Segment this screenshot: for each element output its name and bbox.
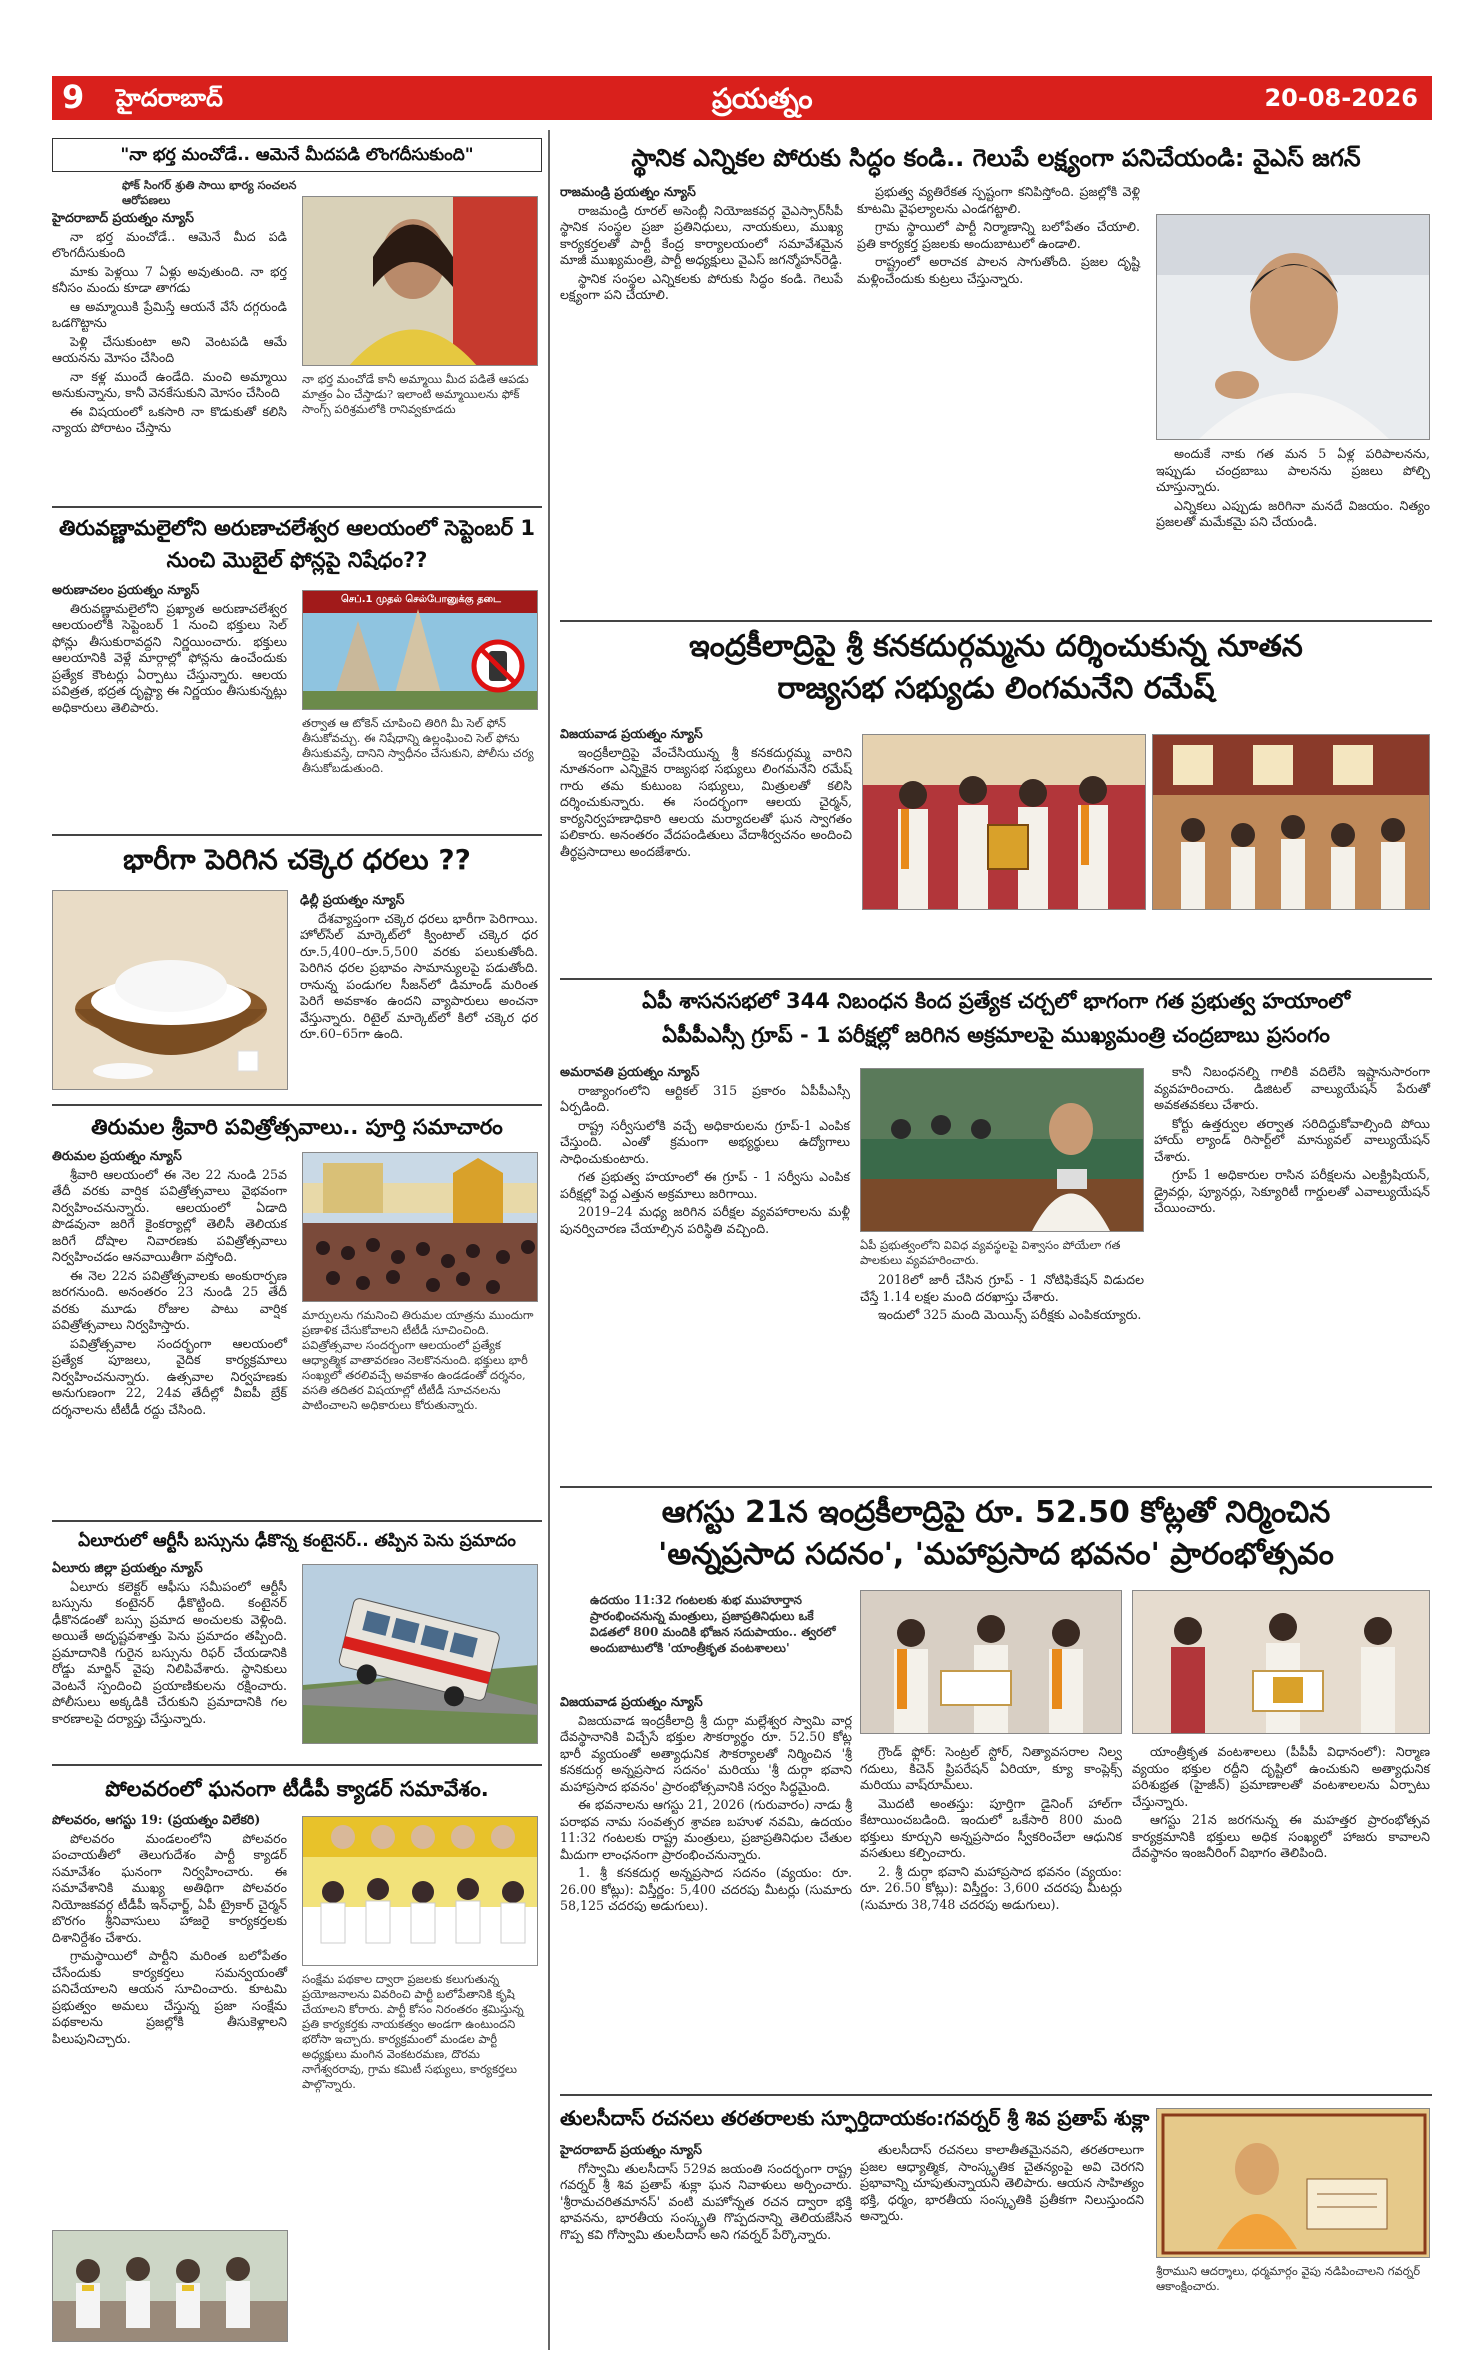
divider bbox=[560, 978, 1432, 980]
dateline: ఏలూరు జిల్లా ప్రయత్నం న్యూస్ bbox=[52, 1560, 203, 1575]
paragraph: పెళ్లి చేసుకుంటా అని వెంటపడి ఆమే ఆయనను మోసం చేసింది bbox=[52, 333, 287, 365]
paragraph: ఈ నెల 22న పవిత్రోత్సవాలకు అంకురార్పణ జరగనుంది. అనంతరం 23 నుండి 25 తేదీ వరకు మూడు రోజుల పాటు వార్షిక పవిత్రోత్సవాలు నిర్వహిస్తారు. bbox=[52, 1267, 287, 1332]
column-separator bbox=[548, 130, 550, 2350]
paragraph: తులసీదాస్ రచనలు కాలాతీతమైనవని, తరతరాలుగా ప్రజల ఆధ్యాత్మిక, సాంస్కృతిక చైతన్యంపై అవి చెరగని ప్రభావాన్ని చూపుతున్నాయని తెలిపారు. ఆయన సాహిత్యం భక్తి, ధర్మం, భారతీయ సంస్కృతికి ప్రతీకగా నిలుస్తుందని అన్నారు. bbox=[860, 2142, 1144, 2223]
paragraph: యాంత్రీకృత వంటశాలలు (పీపీపీ విధానంలో): నిర్మాణ వ్యయం భక్తుల రద్దీని దృష్టిలో ఉంచుకుని అత్యాధునిక పరిశుభ్రత (హైజీన్) ప్రమాణాలతో వంటశాలలను ఏర్పాటు చేస్తున్నారు. bbox=[1132, 1744, 1430, 1809]
dateline: ఢిల్లీ ప్రయత్నం న్యూస్ bbox=[300, 892, 405, 907]
story-body bbox=[560, 184, 1140, 604]
story-eluru-accident bbox=[52, 1526, 542, 1762]
photo-caption: సంక్షేమ పథకాల ద్వారా ప్రజలకు కలుగుతున్న ప్రయోజనాలను వివరించి పార్టీ బలోపేతానికి కృషి చేయాలని కోరారు. పార్టీ కోసం నిరంతరం శ్రమిస్తున్న ప్రతి కార్యకర్తకు నాయకత్వం అండగా ఉంటుందని భరోసా ఇచ్చారు. కార్యక్రమంలో మండల పార్టీ అధ్యక్షులు మంగిన వెంకటరమణ, దొరమ నాగేశ్వరరావు, గ్రామ కమిటీ సభ్యులు, కార్యకర్తలు పాల్గొన్నారు. bbox=[302, 1972, 524, 2091]
headline: స్థానిక ఎన్నికల పోరుకు సిద్ధం కండి.. గెలుపే లక్ష్యంగా పనిచేయండి: వైఎస్ జగన్ bbox=[631, 144, 1361, 172]
story-polavaram bbox=[52, 1770, 542, 2350]
paragraph: ఈ భవనాలను ఆగస్టు 21, 2026 (గురువారం) నాడు శ్రీ పరాభవ నామ సంవత్సర శ్రావణ బహుళ నవమి, ఉదయం 11:32 గంటలకు రాష్ట్ర మంత్రులు, ప్రజాప్రతినిధుల చేతుల మీదుగా లాంఛనంగా ప్రారంభించనున్నారు. bbox=[560, 1797, 852, 1862]
divider bbox=[560, 1486, 1432, 1488]
paragraph: ఎన్నికలు ఎప్పుడు జరిగినా మనదే విజయం. నిత్యం ప్రజలతో మమేకమై పని చేయండి. bbox=[1156, 497, 1430, 529]
photo-caption: తర్వాత ఆ టోకెన్ చూపించి తిరిగి మీ సెల్ ఫోన్ తీసుకోవచ్చు. ఈ నిషేధాన్ని ఉల్లంఘించి సెల్ ఫోను తీసుకువస్తే, దానిని స్వాధీనం చేసుకుని, పోలీసు చర్య తీసుకోబడుతుంది. bbox=[302, 716, 534, 775]
story-tiruvannamalai bbox=[52, 512, 542, 832]
story-annaprasada bbox=[560, 1492, 1432, 2092]
story-lingamaneni bbox=[560, 626, 1432, 976]
paragraph: రాష్ట్ర సర్వీసులోకి వచ్చే అధికారులను గ్రూప్-1 ఎంపిక చేస్తుంది. ఎంతో క్రమంగా అభ్యర్థులు ఉద్యోగాలు సాధించుకుంటారు. bbox=[560, 1117, 850, 1166]
paragraph: పోలవరం మండలంలోని పోలవరం పంచాయతీలో తెలుగుదేశం పార్టీ క్యాడర్ సమావేశం ఘనంగా నిర్వహించారు. ఈ సమావేశానికి ముఖ్య అతిథిగా పోలవరం నియోజకవర్గ టీడీపీ ఇన్‌ఛార్జ్, ఏపీ ట్రైకార్ చైర్మన్ బొరగం శ్రీనివాసులు హాజరై కార్యకర్తలకు దిశానిర్దేశం చేశారు. bbox=[52, 1830, 287, 1945]
paragraph: ఈ విషయంలో ఒకసారి నా కొడుకుతో కలిసి న్యాయ పోరాటం చేస్తాను bbox=[52, 403, 287, 435]
story-body bbox=[52, 1812, 287, 2047]
paragraph: నా భర్త మంచోడే.. ఆమెనే మీద పడి లొంగదీసుకుంది bbox=[52, 228, 287, 260]
story-body-col1 bbox=[560, 2142, 852, 2245]
headline-line-2: ఏపీపీఎస్సీ గ్రూప్ - 1 పరీక్షల్లో జరిగిన అక్రమాలపై ముఖ్యమంత్రి చంద్రబాబు ప్రసంగం bbox=[662, 1023, 1330, 1047]
dateline: అరుణాచలం ప్రయత్నం న్యూస్ bbox=[52, 582, 200, 597]
paragraph: గత ప్రభుత్వ హయాంలో ఈ గ్రూప్ - 1 సర్వీసు ఎంపిక పరీక్షల్లో పెద్ద ఎత్తున అక్రమాలు జరిగాయి. bbox=[560, 1169, 850, 1201]
story-singer-wife bbox=[52, 138, 542, 508]
masthead-bar bbox=[52, 76, 1432, 120]
jagan-portrait-photo bbox=[1156, 214, 1430, 440]
story-body-col2 bbox=[860, 1744, 1122, 1915]
annaprasada-photo-2 bbox=[1132, 1590, 1430, 1734]
photo-caption: మార్పులను గమనించి తిరుమల యాత్రను ముందుగా ప్రణాళిక చేసుకోవాలని టీటీడీ సూచించింది. పవిత్రోత్సవాల సందర్భంగా ఆలయంలో ప్రత్యేక ఆధ్యాత్మిక వాతావరణం నెలకొననుంది. భక్తులు భారీ సంఖ్యలో తరలివచ్చే అవకాశం ఉండడంతో దర్శనం, వసతి తదితర విషయాల్లో టీటీడీ సూచనలను పాటించాలని అధికారులు కోరుతున్నారు. bbox=[302, 1308, 534, 1412]
paragraph: 2018లో జారీ చేసిన గ్రూప్ - 1 నోటిఫికేషన్ విడుదల చేస్తే 1.14 లక్షల మంది దరఖాస్తు చేశారు. bbox=[860, 1272, 1144, 1304]
dateline: విజయవాడ ప్రయత్నం న్యూస్ bbox=[560, 726, 703, 741]
paragraph: నా కళ్ల ముందే ఉండేది. మంచి అమ్మాయి అనుకున్నాను, కానీ వెనకేసుకుని మోసం చేసింది bbox=[52, 368, 287, 400]
paragraph: ఏలూరు కలెక్టర్ ఆఫీసు సమీపంలో ఆర్టీసీ బస్సును కంటైనర్ ఢీకొట్టింది. కంటైనర్ ఢీకొనడంతో బస్సు ప్రమాద అంచులకు వెళ్లింది. అయితే అదృష్టవశాత్తు పెను ప్రమాదం తప్పింది. ప్రమాదానికి గురైన బస్సును రిఫర్ చేయడానికి రోడ్డు మార్జిన్ వైపు నిలిపివేశారు. స్థానికులు వెంటనే స్పందించి ప్రయాణికులను రక్షించారు. పోలీసులు అక్కడికి చేరుకుని ప్రమాదానికి గల కారణాలపై దర్యాప్తు చేస్తున్నారు. bbox=[52, 1578, 287, 1726]
divider bbox=[560, 2094, 1432, 2096]
paragraph: గ్రామ స్థాయిలో పార్టీ నిర్మాణాన్ని బలోపేతం చేయాలి. ప్రతి కార్యకర్త ప్రజలకు అందుబాటులో ఉండాలి. bbox=[857, 219, 1140, 251]
bus-accident-photo bbox=[302, 1564, 538, 1744]
photo-banner-text: செப்.1 முதல் செல்போனுக்கு தடை bbox=[340, 594, 502, 605]
paragraph: ఆ అమ్మాయికి ప్రేమిస్తే ఆయనే వేసే దగ్గరుండి ఒడగొట్టాను bbox=[52, 298, 287, 330]
paragraph: ఇందులో 325 మంది మెయిన్స్ పరీక్షకు ఎంపికయ్యారు. bbox=[878, 1307, 1142, 1322]
paragraph: ఇంద్రకీలాద్రిపై వేంచేసియున్న శ్రీ కనకదుర్గమ్మ వారిని నూతనంగా ఎన్నికైన రాజ్యసభ సభ్యులు లింగమనేని రమేష్ గారు తమ కుటుంబ సభ్యులు, మిత్రులతో కలిసి దర్శించుకున్నారు. ఈ సందర్భంగా ఆలయ చైర్మన్, కార్యనిర్వహణాధికారి ఆలయ మర్యాదలతో ఘన స్వాగతం పలికారు. అనంతరం వేదపండితులు వేదాశీర్వచనం అందించి తీర్థప్రసాదాలు అందజేశారు. bbox=[560, 744, 852, 859]
photo-caption: ఏపీ ప్రభుత్వంలోని వివిధ వ్యవస్థలపై విశ్వాసం పోయేలా గత పాలకులు వ్యవహరించారు. bbox=[860, 1238, 1121, 1267]
headline-line-1: ఆగస్టు 21న ఇంద్రకీలాద్రిపై రూ. 52.50 కోట్లతో నిర్మించిన bbox=[661, 1495, 1331, 1530]
paragraph: కానీ నిబంధనల్ని గాలికి వదిలేసి ఇష్టానుసారంగా వ్యవహరించారు. డిజిటల్ వాల్యుయేషన్ పేరుతో అవకతవకలు చేశారు. bbox=[1154, 1064, 1430, 1112]
story-body bbox=[52, 210, 287, 437]
summary-kicker: ఉదయం 11:32 గంటలకు శుభ ముహూర్తాన ప్రారంభించనున్న మంత్రులు, ప్రజాప్రతినిధులు ఒకే విడతలో 800 మందికి భోజన సదుపాయం.. త్వరలో అందుబాటులోకి 'యాంత్రీకృత వంటశాలలు' bbox=[590, 1593, 836, 1655]
edition-date: 20-08-2026 bbox=[1264, 84, 1418, 112]
paragraph: గ్రౌండ్ ఫ్లోర్: సెంట్రల్ స్టోర్, నిత్యావసరాల నిల్వ గదులు, కిచెన్ ప్రిపరేషన్ ఏరియా, క్యూ కాంప్లెక్స్ మరియు వాష్‌రూమ్‌లు. bbox=[860, 1744, 1122, 1792]
page-number: 9 bbox=[62, 78, 85, 116]
tdp-leaders-photo bbox=[52, 2230, 288, 2342]
paragraph: ఆగస్టు 21న జరగనున్న ఈ మహత్తర ప్రారంభోత్సవ కార్యక్రమానికి భక్తులు అధిక సంఖ్యలో హాజరు కావాలని దేవస్థానం ఇంజనీరింగ్ విభాగం తెలిపింది. bbox=[1132, 1812, 1430, 1860]
annaprasada-photo-1 bbox=[860, 1590, 1122, 1734]
paragraph: తిరువణ్ణామలైలోని ప్రఖ్యాత అరుణాచలేశ్వర ఆలయంలోకి సెప్టెంబర్ 1 నుంచి భక్తులు సెల్ ఫోన్లు తీసుకురావద్దని నిర్ణయించారు. భక్తులు ఆలయానికి వెళ్లే మార్గాల్లో ఫోన్లను ఉంచేందుకు ప్రత్యేక కౌంటర్లు ఏర్పాటు చేస్తున్నారు. ఆలయ పవిత్రత, భద్రత దృష్ట్యా ఈ నిర్ణయం తీసుకున్నట్లు అధికారులు తెలిపారు. bbox=[52, 600, 287, 715]
temple-visit-photo-2 bbox=[1152, 734, 1430, 910]
dateline: రాజమండ్రి ప్రయత్నం న్యూస్ bbox=[560, 184, 696, 199]
story-body-col3 bbox=[1154, 1064, 1430, 1219]
divider bbox=[52, 1104, 542, 1106]
headline: పోలవరంలో ఘనంగా టీడీపీ క్యాడర్ సమావేశం. bbox=[105, 1777, 489, 1801]
paragraph: దేశవ్యాప్తంగా చక్కెర ధరలు భారీగా పెరిగాయి. హోల్‌సేల్ మార్కెట్‌లో క్వింటాల్ చక్కెర ధర రూ.5,400–రూ.5,500 వరకు పలుకుతోంది. పెరిగిన ధరల ప్రభావం సామాన్యులపై పడుతోంది. రానున్న పండుగల సీజన్‌లో డిమాండ్ మరింత పెరిగే అవకాశం ఉందని వ్యాపారులు అంచనా వేస్తున్నారు. రిటైల్ మార్కెట్‌లో కిలో చక్కెర ధర రూ.60–65గా ఉంది. bbox=[300, 910, 538, 1041]
paragraph: స్థానిక సంస్థల ఎన్నికలకు పోరుకు సిద్ధం కండి. గెలుపే లక్ష్యంగా పని చేయాలి. bbox=[560, 270, 843, 302]
paragraph: ప్రభుత్వ వ్యతిరేకత స్పష్టంగా కనిపిస్తోంది. ప్రజల్లోకి వెళ్లి కూటమి వైఫల్యాలను ఎండగట్టాలి. bbox=[857, 184, 1140, 216]
story-body bbox=[52, 1560, 287, 1727]
paragraph: 1. శ్రీ కనకదుర్గ అన్నప్రసాద సదనం (వ్యయం: రూ. 26.00 కోట్లు): విస్తీర్ణం: 5,400 చదరపు మీటర్లు (సుమారు 58,125 చదరపు అడుగులు). bbox=[560, 1865, 852, 1913]
headline: "నా భర్త మంచోడే.. ఆమెనే మీదపడి లొంగదీసుకుంది" bbox=[52, 138, 542, 172]
headline-line-1: ఇంద్రకీలాద్రిపై శ్రీ కనకదుర్గమ్మను దర్శించుకున్న నూతన bbox=[689, 629, 1303, 664]
paragraph: మాకు పెళ్లయి 7 ఏళ్లు అవుతుంది. నా భర్త కనీసం మందు కూడా తాగడు bbox=[52, 263, 287, 295]
divider bbox=[52, 1764, 542, 1766]
dateline: హైదరాబాద్ ప్రయత్నం న్యూస్ bbox=[560, 2142, 702, 2157]
paragraph: పవిత్రోత్సవాల సందర్భంగా ఆలయంలో ప్రత్యేక పూజలు, వైదిక కార్యక్రమాలు నిర్వహించనున్నారు. ఉత్సవాల నిర్వహణకు అనుగుణంగా 22, 24వ తేదీల్లో వీఐపీ బ్రేక్ దర్శనాలను టీటీడీ రద్దు చేసింది. bbox=[52, 1335, 287, 1417]
story-body bbox=[560, 1064, 850, 1239]
dateline: తిరుమల ప్రయత్నం న్యూస్ bbox=[52, 1148, 182, 1163]
photo-caption: నా భర్త మంచోడే కానీ అమ్మాయి మీద పడితే ఆపడు మాత్రం ఏం చేస్తాడు? ఇలాంటి అమ్మాయిలను ఫోక్ సాంగ్స్ పరిశ్రమలోకి రానివ్వకూడదు bbox=[302, 372, 529, 416]
paragraph: గ్రూప్ 1 అధికారుల రాసిన పరీక్షలను ఎలక్ట్రిషియన్, డ్రైవర్లు, ప్యూనర్లు, సెక్యూరిటీ గార్డులతో ఎవాల్యుయేషన్ చేయించారు. bbox=[1154, 1167, 1430, 1215]
kicker: ఫోక్ సింగర్ శ్రుతి సాయి భార్య సంచలన ఆరోపణలు bbox=[122, 178, 297, 207]
story-body bbox=[560, 726, 852, 862]
singer-wife-photo bbox=[302, 196, 538, 366]
divider bbox=[52, 834, 542, 836]
story-body bbox=[52, 1148, 287, 1418]
dateline: అమరావతి ప్రయత్నం న్యూస్ bbox=[560, 1064, 700, 1079]
paragraph: గ్రామస్థాయిలో పార్టీని మరింత బలోపేతం చేసేందుకు కార్యకర్తలు సమన్వయంతో పనిచేయాలని ఆయన సూచించారు. కూటమి ప్రభుత్వం అమలు చేస్తున్న ప్రజా సంక్షేమ పథకాలను ప్రజల్లోకి తీసుకెళ్లాలని పిలుపునిచ్చారు. bbox=[52, 1948, 287, 2046]
tirumala-procession-photo bbox=[302, 1152, 538, 1302]
sugar-bowl-photo bbox=[52, 890, 288, 1090]
assembly-cm-photo bbox=[860, 1068, 1144, 1232]
headline: భారీగా పెరిగిన చక్కెర ధరలు ?? bbox=[123, 843, 471, 876]
paragraph: రాష్ట్రంలో అరాచక పాలన సాగుతోంది. ప్రజల దృష్టి మళ్లించేందుకు కుట్రలు చేస్తున్నారు. bbox=[857, 254, 1140, 286]
story-assembly-group1 bbox=[560, 984, 1432, 1484]
photo-caption: శ్రీరాముని ఆదర్శాలు, ధర్మమార్గం వైపు నడిపించాలని గవర్నర్ ఆకాంక్షించారు. bbox=[1156, 2264, 1421, 2293]
paragraph: శ్రీవారి ఆలయంలో ఈ నెల 22 నుండి 25వ తేదీ వరకు వార్షిక పవిత్రోత్సవాలు వైభవంగా నిర్వహించనున్నారు. ఆలయంలో ఏడాది పొడవునా జరిగే కైంకర్యాల్లో తెలిసీ తెలియక జరిగే దోషాల నివారణకు పవిత్రోత్సవాలు నిర్వహించడం ఆనవాయితీగా వస్తోంది. bbox=[52, 1166, 287, 1264]
headline: తిరుమల శ్రీవారి పవిత్రోత్సవాలు.. పూర్తి సమాచారం bbox=[91, 1115, 503, 1139]
story-jagan bbox=[560, 138, 1432, 616]
paragraph: అందుకే నాకు గత మన 5 ఏళ్ల పరిపాలనను, ఇప్పుడు చంద్రబాబు పాలనను ప్రజలు పోల్చి చూస్తున్నారు. bbox=[1156, 446, 1430, 494]
temple-visit-photo-1 bbox=[862, 734, 1146, 910]
headline: ఏలూరులో ఆర్టీసీ బస్సును ఢీకొన్న కంటైనర్.. తప్పిన పెను ప్రమాదం bbox=[78, 1531, 516, 1551]
story-body-col2 bbox=[860, 2142, 1144, 2227]
story-tulasidas bbox=[560, 2100, 1432, 2350]
paragraph: కోర్టు ఉత్తర్వుల తర్వాత సరిదిద్దుకోవాల్సింది పోయి హాయ్ ల్యాండ్ రిసార్ట్‌లో మాన్యువల్ వాల్యుయేషన్ చేశారు. bbox=[1154, 1115, 1430, 1164]
paragraph: 2. శ్రీ దుర్గా భవాని మహాప్రసాద భవనం (వ్యయం: రూ. 26.50 కోట్లు): విస్తీర్ణం: 3,600 చదరపు మీటర్లు (సుమారు 38,748 చదరపు అడుగులు). bbox=[860, 1863, 1122, 1912]
story-body bbox=[52, 582, 287, 716]
story-sugar bbox=[52, 840, 542, 1102]
paragraph: రాజ్యాంగంలోని ఆర్టికల్ 315 ప్రకారం ఏపీపీఎస్సీ ఏర్పడింది. bbox=[560, 1082, 850, 1114]
edition-city: హైదరాబాద్ bbox=[116, 84, 223, 112]
headline-line-2: రాజ్యసభ సభ్యుడు లింగమనేని రమేష్ bbox=[777, 671, 1215, 706]
headline: తిరువణ్ణామలైలోని అరుణాచలేశ్వర ఆలయంలో సెప్టెంబర్ 1 నుంచి మొబైల్ ఫోన్లపై నిషేధం?? bbox=[58, 516, 536, 572]
dateline: హైదరాబాద్ ప్రయత్నం న్యూస్ bbox=[52, 210, 194, 225]
paragraph: విజయవాడ ఇంద్రకీలాద్రి శ్రీ దుర్గా మల్లేశ్వర స్వామి వార్ల దేవస్థానానికి విచ్చేసే భక్తుల సౌకర్యార్థం రూ. 52.50 కోట్ల భారీ వ్యయంతో అత్యాధునిక సౌకర్యాలతో నిర్మించిన 'శ్రీ కనకదుర్గ అన్నప్రసాద సదనం' మరియు 'శ్రీ దుర్గా భవాని మహాప్రసాద భవనం' ప్రారంభోత్సవానికి సర్వం సిద్ధమైంది. bbox=[560, 1712, 852, 1794]
tdp-meeting-photo bbox=[302, 1816, 538, 1966]
temple-ban-photo bbox=[302, 590, 538, 710]
story-body-continued bbox=[1156, 446, 1430, 533]
divider bbox=[52, 1520, 542, 1522]
dateline: పోలవరం, ఆగస్టు 19: (ప్రయత్నం విలేకరి) bbox=[52, 1812, 261, 1827]
story-body-col3 bbox=[1132, 1744, 1430, 1864]
story-body bbox=[300, 892, 538, 1045]
paragraph: మొదటి అంతస్తు: పూర్తిగా డైనింగ్ హాల్‌గా కేటాయించబడింది. ఇందులో ఒకేసారి 800 మంది భక్తులు కూర్చుని అన్నప్రసాదం స్వీకరించేలా ఆధునిక వసతులు కల్పించారు. bbox=[860, 1795, 1122, 1860]
story-tirumala bbox=[52, 1110, 542, 1518]
newspaper-title: ప్రయత్నం bbox=[712, 82, 813, 115]
paragraph: గోస్వామి తులసీదాస్ 529వ జయంతి సందర్భంగా రాష్ట్ర గవర్నర్ శ్రీ శివ ప్రతాప్ శుక్లా ఘన నివాళులు అర్పించారు. 'శ్రీరామచరితమానస్' వంటి మహోన్నత రచన ద్వారా భక్తి భావనను, భారతీయ సంస్కృతి గొప్పదనాన్ని తెలియజేసిన గొప్ప కవి గోస్వామి తులసీదాస్ అని గవర్నర్ పేర్కొన్నారు. bbox=[560, 2160, 852, 2242]
story-body-col1 bbox=[560, 1694, 852, 1917]
headline: తులసీదాస్ రచనలు తరతరాలకు స్ఫూర్తిదాయకం:గవర్నర్ శ్రీ శివ ప్రతాప్ శుక్లా bbox=[560, 2106, 1150, 2130]
headline-line-1: ఏపీ శాసనసభలో 344 నిబంధన కింద ప్రత్యేక చర్చలో భాగంగా గత ప్రభుత్వ హయాంలో bbox=[642, 989, 1350, 1013]
tulasidas-painting bbox=[1156, 2108, 1430, 2258]
paragraph: రాజమండ్రి రూరల్ అసెంబ్లీ నియోజకవర్గ వైఎస్సార్‌సీపీ స్థానిక సంస్థల ప్రజా ప్రతినిధులు, నాయకులు, ముఖ్య కార్యకర్తలతో పార్టీ కేంద్ర కార్యాలయంలో సమావేశమైన మాజీ ముఖ్యమంత్రి, పార్టీ అధ్యక్షులు వైఎస్ జగన్మోహన్‌రెడ్డి. bbox=[560, 202, 843, 267]
story-body-col2 bbox=[860, 1272, 1144, 1326]
headline-line-2: 'అన్నప్రసాద సదనం', 'మహాప్రసాద భవనం' ప్రారంభోత్సవం bbox=[658, 1537, 1334, 1572]
divider bbox=[560, 620, 1432, 622]
paragraph: 2019–24 మధ్య జరిగిన పరీక్షల వ్యవహారాలను మళ్లీ పునర్విచారణ చేయాల్సిన పరిస్థితి వచ్చింది. bbox=[560, 1204, 850, 1236]
dateline: విజయవాడ ప్రయత్నం న్యూస్ bbox=[560, 1694, 703, 1709]
divider bbox=[52, 506, 542, 508]
